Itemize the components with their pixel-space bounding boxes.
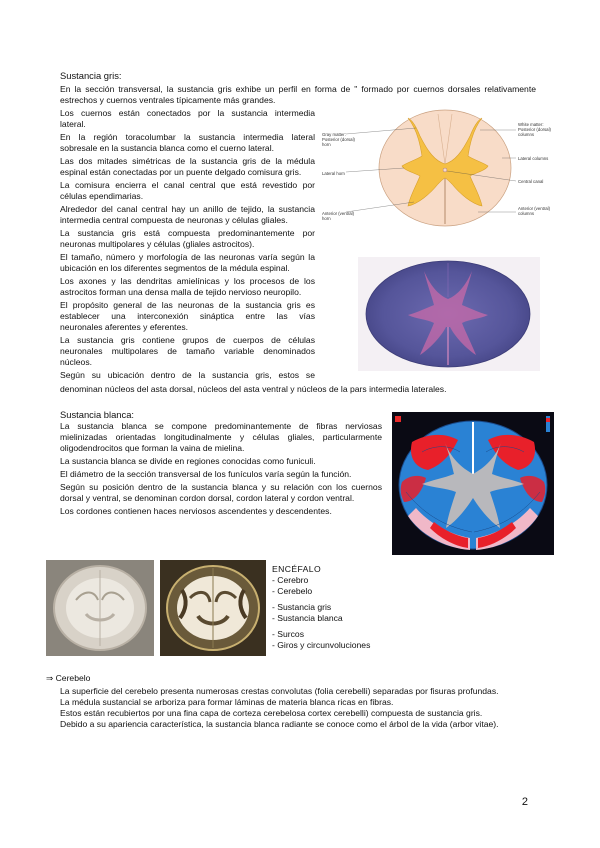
label-horn-anterior: horn — [322, 216, 331, 221]
text-line: La sustancia blanca se compone predominantemente de fibras nerviosas — [60, 421, 382, 431]
label-gray-matter: Gray matter: — [322, 132, 346, 137]
paragraph-sustancia-blanca — [60, 421, 382, 517]
text-line: El tamaño, número y morfología de las neuronas varía según la — [60, 252, 315, 262]
brain-fresh-svg — [46, 560, 154, 656]
list-item: - Cerebelo — [272, 586, 313, 596]
central-canal-shape — [443, 168, 447, 172]
label-horn: horn — [322, 142, 331, 147]
spinal-cord-histology-image — [358, 257, 540, 371]
text-line: Los axones y las dendritas amielínicas y los procesos de los — [60, 276, 315, 286]
text-line: La sustancia gris contiene grupos de cuerpos de células — [60, 335, 315, 345]
section-heading-sustancia-blanca: Sustancia blanca: — [60, 409, 135, 420]
text-line: dorsal y ventral, se denominan cordon dorsal, cordon lateral y cordon ventral. — [60, 493, 355, 503]
text-line: neuronas multipolares y células (gliales astrocitos). — [60, 239, 255, 249]
label-posterior-columns: Posterior (dorsal) — [518, 127, 551, 132]
text-line: Estos están recubiertos por una fina capa de corteza cerebelosa cortex cerebelli) compuesta de sustancia gris. — [60, 708, 483, 718]
text-line: neuronales multipolares de tamaño variable denominados — [60, 346, 315, 356]
list-item: - Cerebro — [272, 575, 309, 585]
text-line: Según su ubicación dentro de la sustancia gris, estos se — [60, 370, 315, 380]
text-line: neuronales aferentes y eferentes. — [60, 322, 189, 332]
label-central-canal: Central canal — [518, 179, 544, 184]
text-line: mielinizadas orientadas longitudinalmente y células gliales, particularmente — [60, 432, 382, 442]
label-posterior-horn: Posterior (dorsal) — [322, 137, 355, 142]
text-line: establecer una interconexión sináptica entre las vías — [60, 311, 315, 321]
list-item: - Surcos — [272, 629, 304, 639]
text-line: La comisura encierra el canal central que está revestido por — [60, 180, 315, 190]
label-columns-anterior: columns — [518, 211, 535, 216]
tract-map-svg — [392, 412, 554, 555]
text-line: Según su posición dentro de la sustancia blanca y su relación con los cuernos — [60, 482, 382, 492]
text-line: En la región toracolumbar la sustancia intermedia lateral — [60, 132, 315, 142]
label-lateral-columns: Lateral columns — [518, 156, 549, 161]
text-line: La médula sustancial se arboriza para formar láminas de materia blanca ricas en fibras. — [60, 697, 394, 707]
spinal-cord-diagram-svg — [320, 106, 560, 234]
text-line: sobresale en la sustancia blanca como el cuerno lateral. — [60, 143, 275, 153]
paragraph-sustancia-gris-intro — [60, 84, 536, 106]
label-anterior-horn: Anterior (ventral) — [322, 211, 354, 216]
brain-section-photo-fresh — [46, 560, 154, 656]
text-line: El diámetro de la sección transversal de los funículos varía según la función. — [60, 469, 352, 479]
encefalo-title: ENCÉFALO — [272, 564, 322, 574]
histology-svg — [358, 257, 540, 371]
page-number: 2 — [521, 796, 528, 808]
label-lateral-horn: Lateral horn — [322, 171, 345, 176]
text-line: Los cordones contienen haces nerviosos ascendentes y descendentes. — [60, 506, 332, 516]
encefalo-list — [272, 564, 370, 651]
list-item: - Sustancia blanca — [272, 613, 343, 623]
text-line: espinal están conectadas por un puente delgado comisura gris. — [60, 167, 302, 177]
label-columns: columns — [518, 132, 535, 137]
brain-stained-svg — [160, 560, 266, 656]
text-line: células ependimarias. — [60, 191, 144, 201]
text-line: La sustancia blanca se divide en regiones conocidas como funiculi. — [60, 456, 316, 466]
text-line: Las dos mitades simétricas de la sustancia gris de la médula — [60, 156, 315, 166]
text-line: astrocitos forman una densa malla de tejido nervioso neuropilo. — [60, 287, 302, 297]
list-item: - Giros y circunvoluciones — [272, 640, 371, 650]
list-item: - Sustancia gris — [272, 602, 332, 612]
text-line: estrechos y cuernos ventrales típicamente más grandes. — [60, 95, 276, 105]
paragraph-sustancia-gris-body — [60, 108, 315, 381]
text-line: Alrededor del canal central hay un anillo de tejido, la sustancia — [60, 204, 315, 214]
label-anterior-columns: Anterior (ventral) — [518, 206, 550, 211]
text-line: intermedia central compuesta de neuronas y células gliales. — [60, 215, 288, 225]
text-line: En la sección transversal, la sustancia gris exhibe un perfil en forma de " formado por cuernos dorsales relativamente — [60, 84, 536, 94]
text-line: núcleos. — [60, 357, 93, 367]
text-line: ubicación en los diferentes segmentos de la médula espinal. — [60, 263, 290, 273]
text-line: La sustancia gris está compuesta predominantemente por — [60, 228, 315, 238]
text-line: Debido a su apariencia característica, la sustancia blanca radiante se conoce como el árbol de la vida (arbor vitae). — [60, 719, 499, 729]
paragraph-cerebelo — [60, 686, 499, 730]
section-heading-cerebelo: ⇒ Cerebelo — [46, 673, 91, 683]
white-matter-tracts-map — [392, 412, 554, 555]
text-line: oligodendrocitos que forman la vaina de mielina. — [60, 443, 245, 453]
text-line: El propósito general de las neuronas de la sustancia gris es — [60, 300, 315, 310]
section-heading-sustancia-gris: Sustancia gris: — [60, 70, 122, 81]
spinal-cord-diagram — [320, 106, 560, 234]
text-line: Los cuernos están conectados por la sustancia intermedia — [60, 108, 315, 118]
brain-section-photo-stained — [160, 560, 266, 656]
label-white-matter: White matter: — [518, 122, 544, 127]
text-line: lateral. — [60, 119, 86, 129]
text-line: denominan núcleos del asta dorsal, núcleos del asta ventral y núcleos de la pars intermedia laterales. — [60, 384, 447, 394]
text-line: La superficie del cerebelo presenta numerosas crestas convolutas (folia cerebelli) separadas por fisuras profundas. — [60, 686, 499, 696]
